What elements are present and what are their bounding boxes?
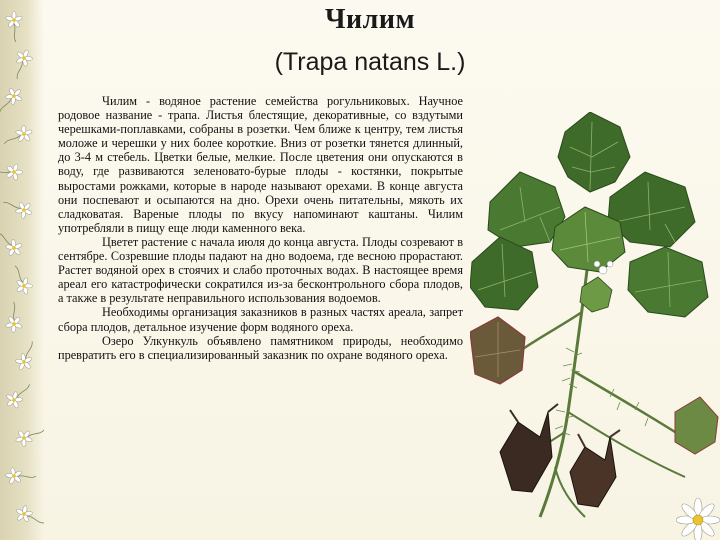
border-daisy-icon (0, 84, 26, 118)
paragraph-lake: Озеро Улкункуль объявлено памятником природы, необходимо превратить его в специализированный заказник по охране водяного ореха. (58, 333, 463, 362)
water-chestnut-nut-icon (570, 430, 620, 507)
border-daisy-icon (5, 12, 22, 43)
border-daisy-icon (2, 379, 37, 412)
plant-leaf-lower-left (470, 317, 525, 384)
border-daisy-icon (0, 193, 35, 222)
border-daisy-icon (5, 301, 24, 333)
water-chestnut-plant-icon (470, 112, 720, 522)
border-daisy-icon (12, 502, 44, 532)
slide-subtitle: (Trapa natans L.) (274, 48, 466, 76)
water-chestnut-nut-icon (500, 404, 558, 492)
border-daisy-icon (0, 123, 35, 150)
plant-root-hairs (555, 348, 648, 435)
border-daisy-icon (0, 163, 23, 181)
plant-stem-branch-right (575, 372, 675, 432)
slide-title: Чилим (324, 4, 416, 35)
body-text (58, 94, 463, 362)
plant-leaf-top (558, 112, 630, 192)
paragraph-flowering: Цветет растение с начала июля до конца августа. Плоды созревают в сентябре. Созревшие плоды падают на дно водоема, где весною прорастают. Растет водяной орех в стоячих и слабо проточных водах. В настоящее время ареал его катастрофически сократился из-за бесконтрольного сбора плодов, а также в результате неправильного использования водоемов. (58, 234, 463, 306)
border-daisy-icon (13, 423, 44, 449)
plant-leaf-left-bottom (470, 237, 538, 310)
border-daisy-icon (0, 226, 26, 260)
daisy-border-column (0, 0, 44, 540)
corner-daisy-icon (676, 496, 720, 540)
plant-leaf-right-mid (628, 247, 708, 317)
border-daisy-icon (9, 262, 35, 297)
border-daisy-icon (7, 47, 35, 82)
plant-leaf-lower-right (675, 397, 718, 454)
paragraph-protection: Необходимы организация заказников в разных частях ареала, запрет сбора плодов, детальное изучение форм водяного ореха. (58, 305, 463, 334)
paragraph-description: Чилим - водяное растение семейства рогульниковых. Научное родовое название - трапа. Листья блестящие, декоративные, со вздутыми черешками-поплавками, собраны в розетки. Чем ближе к центру, тем листья моложе и черешки у них более короткие. Вниз от розетки тянется длинный, до 3-4 м стебель. Цветки белые, мелкие. После цветения они опускаются в воду, где развиваются зеленовато-бурые плоды - костянки, покрытые выростами рожками, которые в народе называют орехами. В конце августа они поспевают и осыпаются на дно. Орехи очень питательны, мякоть их сладковатая. Вареные плоды по вкусу напоминают каштаны. Чилим употребляли в пищу еще люди каменного века. (58, 94, 463, 235)
border-daisy-icon (5, 466, 37, 486)
border-daisy-icon (12, 338, 41, 373)
